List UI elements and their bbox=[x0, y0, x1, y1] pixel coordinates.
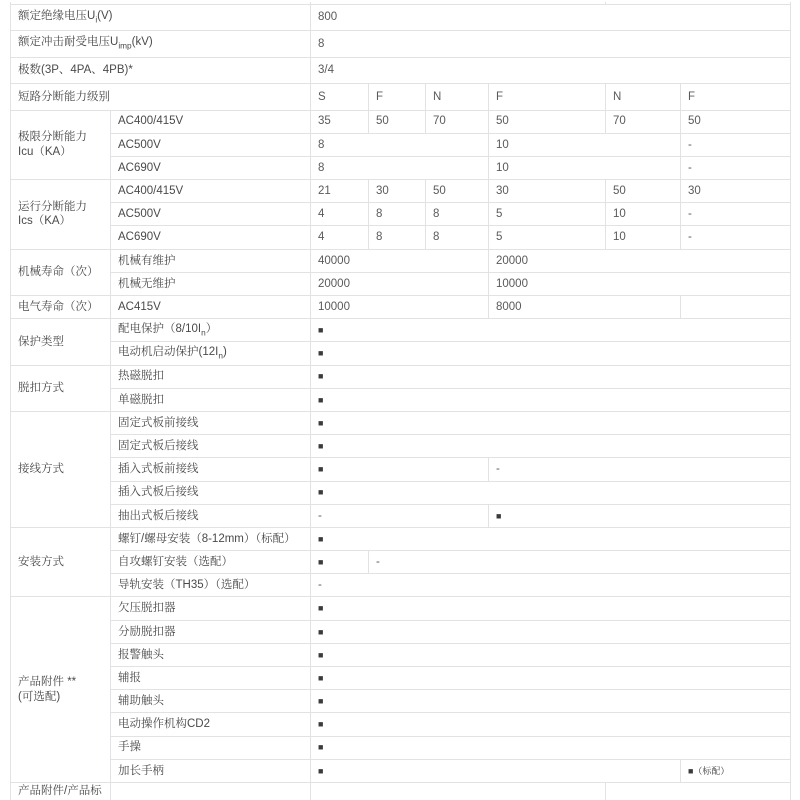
cell-motor-start-protection-mark bbox=[311, 342, 791, 365]
cell-plugin-front-wiring-mark bbox=[311, 458, 489, 481]
filled-square-icon: ■ bbox=[318, 696, 324, 707]
cell-ics-ac500-s: 4 bbox=[311, 203, 369, 226]
cell-drawout-rear-wiring-mark2 bbox=[489, 504, 791, 527]
table-row bbox=[11, 759, 791, 782]
sub-row-label-electrical-ac415: AC415V bbox=[111, 296, 311, 319]
row-label-breaking-capacity-class: 短路分断能力级别 bbox=[11, 84, 311, 111]
sub-row-label-fixed-front-wiring: 固定式板前接线 bbox=[111, 411, 311, 434]
cell-icu-ac400-f1: 50 bbox=[369, 110, 426, 133]
column-header-n-1: N bbox=[426, 84, 489, 111]
table-row bbox=[11, 31, 791, 58]
cell-ics-ac500-f1: 8 bbox=[369, 203, 426, 226]
cell-electrical-life-v1: 10000 bbox=[311, 296, 489, 319]
table-row bbox=[11, 527, 791, 550]
cell-rated-insulation-voltage-value: 800 bbox=[311, 4, 791, 31]
table-row bbox=[11, 690, 791, 713]
column-header-f-1: F bbox=[369, 84, 426, 111]
cell-icu-ac500-group1: 8 bbox=[311, 133, 489, 156]
filled-square-icon: ■ bbox=[318, 464, 324, 475]
cell-fixed-rear-wiring-mark bbox=[311, 435, 791, 458]
cell-auxiliary-contact-mark bbox=[311, 690, 791, 713]
cell-ics-ac690-f3: - bbox=[681, 226, 791, 249]
table-row bbox=[11, 388, 791, 411]
label-subscript: i bbox=[95, 15, 98, 25]
sub-row-label-distribution-protection bbox=[111, 319, 311, 342]
cell-icu-ac690-group2: 10 bbox=[489, 156, 681, 179]
cell-extended-handle-mark-standard bbox=[681, 759, 791, 782]
cell-self-tapping-mounting-mark bbox=[311, 551, 369, 574]
row-label-icu bbox=[11, 110, 111, 180]
sub-row-label-motor-operator-cd2: 电动操作机构CD2 bbox=[111, 713, 311, 736]
table-row bbox=[11, 272, 791, 295]
table-row-bottom-partial bbox=[11, 782, 791, 800]
filled-square-standard-icon: ■（标配） bbox=[688, 765, 730, 776]
cell-manual-operator-mark bbox=[311, 736, 791, 759]
cell-ics-ac500-f3: - bbox=[681, 203, 791, 226]
cell-din-rail-mounting-mark: - bbox=[311, 574, 791, 597]
column-header-f-3: F bbox=[681, 84, 791, 111]
cell-ics-ac400-n1: 50 bbox=[426, 180, 489, 203]
table-row bbox=[11, 620, 791, 643]
filled-square-icon: ■ bbox=[318, 556, 324, 567]
table-row bbox=[11, 736, 791, 759]
label-post: ） bbox=[205, 322, 218, 335]
cell-rated-impulse-voltage-value: 8 bbox=[311, 31, 791, 58]
sub-row-label-ics-ac500: AC500V bbox=[111, 203, 311, 226]
filled-square-icon: ■ bbox=[318, 487, 324, 498]
accessories-label-line2: (可选配) bbox=[18, 690, 61, 703]
table-row bbox=[11, 156, 791, 179]
label-tail: (kV) bbox=[131, 36, 153, 49]
sub-row-label-auxiliary-contact: 辅助触头 bbox=[111, 690, 311, 713]
cell-ics-ac500-n1: 8 bbox=[426, 203, 489, 226]
sub-row-label-manual-operator: 手操 bbox=[111, 736, 311, 759]
cell-electrical-life-v2: 8000 bbox=[489, 296, 681, 319]
filled-square-icon: ■ bbox=[318, 719, 324, 730]
cell-icu-ac400-n2: 70 bbox=[606, 110, 681, 133]
cell-alarm-contact-mark bbox=[311, 643, 791, 666]
cell-plugin-front-wiring-mark2: - bbox=[489, 458, 791, 481]
table-row bbox=[11, 133, 791, 156]
cell-drawout-rear-wiring-mark: - bbox=[311, 504, 489, 527]
filled-square-icon: ■ bbox=[318, 742, 324, 753]
filled-square-icon: ■ bbox=[318, 348, 324, 359]
table-row bbox=[11, 574, 791, 597]
cell-electrical-life-blank bbox=[681, 296, 791, 319]
cell-shunt-release-mark bbox=[311, 620, 791, 643]
table-row bbox=[11, 203, 791, 226]
sub-row-label-alarm-contact: 报警触头 bbox=[111, 643, 311, 666]
table-row bbox=[11, 597, 791, 620]
filled-square-icon: ■ bbox=[318, 394, 324, 405]
filled-square-icon: ■ bbox=[318, 603, 324, 614]
cell-auxiliary-alarm-mark bbox=[311, 667, 791, 690]
accessories-label-line1: 产品附件 ** bbox=[18, 676, 77, 689]
cell-icu-ac400-f3: 50 bbox=[681, 110, 791, 133]
filled-square-icon: ■ bbox=[318, 649, 324, 660]
table-row bbox=[11, 319, 791, 342]
cell-ics-ac400-s: 21 bbox=[311, 180, 369, 203]
sub-row-label-din-rail-mounting: 导轨安装（TH35）（选配） bbox=[111, 574, 311, 597]
bottom-partial-cell-3 bbox=[311, 782, 606, 800]
cell-icu-ac400-n1: 70 bbox=[426, 110, 489, 133]
cell-thermal-magnetic-trip-mark bbox=[311, 365, 791, 388]
sub-row-label-extended-handle: 加长手柄 bbox=[111, 759, 311, 782]
sub-row-label-icu-ac690: AC690V bbox=[111, 156, 311, 179]
sub-row-label-undervoltage-release: 欠压脱扣器 bbox=[111, 597, 311, 620]
table-row bbox=[11, 296, 791, 319]
label-post: ) bbox=[222, 346, 227, 359]
table-row bbox=[11, 504, 791, 527]
label-pre: 配电保护（8/10I bbox=[118, 322, 202, 335]
cell-poles-value: 3/4 bbox=[311, 57, 791, 84]
label-text: 额定绝缘电压U bbox=[18, 9, 96, 22]
cell-ics-ac690-f2: 5 bbox=[489, 226, 606, 249]
sub-row-label-motor-start-protection bbox=[111, 342, 311, 365]
filled-square-icon: ■ bbox=[318, 626, 324, 637]
table-row bbox=[11, 713, 791, 736]
cell-icu-ac690-group1: 8 bbox=[311, 156, 489, 179]
filled-square-icon: ■ bbox=[318, 672, 324, 683]
sub-row-label-magnetic-only-trip: 单磁脱扣 bbox=[111, 388, 311, 411]
icu-label-line1: 极限分断能力 bbox=[18, 131, 87, 144]
cell-plugin-rear-wiring-mark bbox=[311, 481, 791, 504]
filled-square-icon: ■ bbox=[318, 533, 324, 544]
cell-ics-ac500-f2: 5 bbox=[489, 203, 606, 226]
label-subscript: n bbox=[218, 351, 223, 361]
sub-row-label-screw-nut-mounting: 螺钉/螺母安装（8-12mm）（标配） bbox=[111, 527, 311, 550]
sub-row-label-icu-ac400: AC400/415V bbox=[111, 110, 311, 133]
table-row bbox=[11, 481, 791, 504]
table-row bbox=[11, 411, 791, 434]
sub-row-label-fixed-rear-wiring: 固定式板后接线 bbox=[111, 435, 311, 458]
cell-ics-ac400-n2: 50 bbox=[606, 180, 681, 203]
specification-table bbox=[10, 2, 791, 800]
sub-row-label-plugin-rear-wiring: 插入式板后接线 bbox=[111, 481, 311, 504]
sub-row-label-auxiliary-alarm: 辅报 bbox=[111, 667, 311, 690]
table-row bbox=[11, 226, 791, 249]
row-label-bottom-partial: 产品附件/产品标 bbox=[11, 782, 111, 800]
row-label-mounting-mode: 安装方式 bbox=[11, 527, 111, 597]
cell-ics-ac400-f1: 30 bbox=[369, 180, 426, 203]
icu-label-line2: Icu（KA） bbox=[18, 145, 72, 158]
table-row bbox=[11, 435, 791, 458]
label-text: 额定冲击耐受电压U bbox=[18, 36, 119, 49]
table-row bbox=[11, 667, 791, 690]
sub-row-label-shunt-release: 分励脱扣器 bbox=[111, 620, 311, 643]
sub-row-label-thermal-magnetic-trip: 热磁脱扣 bbox=[111, 365, 311, 388]
filled-square-icon: ■ bbox=[496, 510, 502, 521]
table-row bbox=[11, 57, 791, 84]
cell-mech-no-maintenance-v1: 20000 bbox=[311, 272, 489, 295]
cell-mech-no-maintenance-v2: 10000 bbox=[489, 272, 791, 295]
sub-row-label-mech-with-maintenance: 机械有维护 bbox=[111, 249, 311, 272]
table-row bbox=[11, 249, 791, 272]
ics-label-line1: 运行分断能力 bbox=[18, 200, 87, 213]
sub-row-label-drawout-rear-wiring: 抽出式板后接线 bbox=[111, 504, 311, 527]
column-header-n-2: N bbox=[606, 84, 681, 111]
label-pre: 电动机启动保护(12I bbox=[118, 346, 219, 359]
cell-ics-ac400-f3: 30 bbox=[681, 180, 791, 203]
sub-row-label-ics-ac690: AC690V bbox=[111, 226, 311, 249]
table-row bbox=[11, 110, 791, 133]
cell-ics-ac690-n1: 8 bbox=[426, 226, 489, 249]
table-row bbox=[11, 4, 791, 31]
filled-square-icon: ■ bbox=[318, 371, 324, 382]
cell-ics-ac690-n2: 10 bbox=[606, 226, 681, 249]
cell-icu-ac690-group3: - bbox=[681, 156, 791, 179]
label-subscript: imp bbox=[118, 41, 132, 51]
cell-icu-ac400-s: 35 bbox=[311, 110, 369, 133]
row-label-poles: 极数(3P、4PA、4PB)* bbox=[11, 57, 311, 84]
cell-mech-with-maintenance-v1: 40000 bbox=[311, 249, 489, 272]
sub-row-label-mech-no-maintenance: 机械无维护 bbox=[111, 272, 311, 295]
filled-square-icon: ■ bbox=[318, 441, 324, 452]
column-header-s-1: S bbox=[311, 84, 369, 111]
label-tail: (V) bbox=[97, 9, 113, 22]
filled-square-icon: ■ bbox=[318, 325, 324, 336]
table-row bbox=[11, 551, 791, 574]
label-subscript: n bbox=[201, 328, 206, 338]
cell-ics-ac690-f1: 8 bbox=[369, 226, 426, 249]
bottom-partial-cell-4 bbox=[606, 782, 791, 800]
cell-distribution-protection-mark bbox=[311, 319, 791, 342]
cell-magnetic-only-trip-mark bbox=[311, 388, 791, 411]
bottom-partial-cell-2 bbox=[111, 782, 311, 800]
cell-screw-nut-mounting-mark bbox=[311, 527, 791, 550]
row-label-mechanical-life: 机械寿命（次） bbox=[11, 249, 111, 295]
cell-icu-ac400-f2: 50 bbox=[489, 110, 606, 133]
table-row bbox=[11, 180, 791, 203]
cell-ics-ac500-n2: 10 bbox=[606, 203, 681, 226]
cell-icu-ac500-group2: 10 bbox=[489, 133, 681, 156]
row-label-rated-impulse-voltage bbox=[11, 31, 311, 58]
sub-row-label-icu-ac500: AC500V bbox=[111, 133, 311, 156]
row-label-ics bbox=[11, 180, 111, 250]
sub-row-label-self-tapping-mounting: 自攻螺钉安装（选配） bbox=[111, 551, 311, 574]
cell-ics-ac400-f2: 30 bbox=[489, 180, 606, 203]
sub-row-label-ics-ac400: AC400/415V bbox=[111, 180, 311, 203]
ics-label-line2: Ics（KA） bbox=[18, 215, 72, 228]
filled-square-icon: ■ bbox=[318, 417, 324, 428]
table-row bbox=[11, 458, 791, 481]
sub-row-label-plugin-front-wiring: 插入式板前接线 bbox=[111, 458, 311, 481]
table-row bbox=[11, 643, 791, 666]
row-label-wiring-mode: 接线方式 bbox=[11, 411, 111, 527]
cell-icu-ac500-group3: - bbox=[681, 133, 791, 156]
cell-ics-ac690-s: 4 bbox=[311, 226, 369, 249]
cell-fixed-front-wiring-mark bbox=[311, 411, 791, 434]
row-label-rated-insulation-voltage bbox=[11, 4, 311, 31]
table-row bbox=[11, 342, 791, 365]
cell-motor-operator-cd2-mark bbox=[311, 713, 791, 736]
cell-self-tapping-mounting-mark2: - bbox=[369, 551, 791, 574]
table-row-column-headers bbox=[11, 84, 791, 111]
row-label-trip-mode: 脱扣方式 bbox=[11, 365, 111, 411]
row-label-accessories bbox=[11, 597, 111, 783]
row-label-protection-type: 保护类型 bbox=[11, 319, 111, 365]
cell-mech-with-maintenance-v2: 20000 bbox=[489, 249, 791, 272]
cell-undervoltage-release-mark bbox=[311, 597, 791, 620]
table-row bbox=[11, 365, 791, 388]
column-header-f-2: F bbox=[489, 84, 606, 111]
cell-extended-handle-mark bbox=[311, 759, 681, 782]
row-label-electrical-life: 电气寿命（次） bbox=[11, 296, 111, 319]
filled-square-icon: ■ bbox=[318, 765, 324, 776]
